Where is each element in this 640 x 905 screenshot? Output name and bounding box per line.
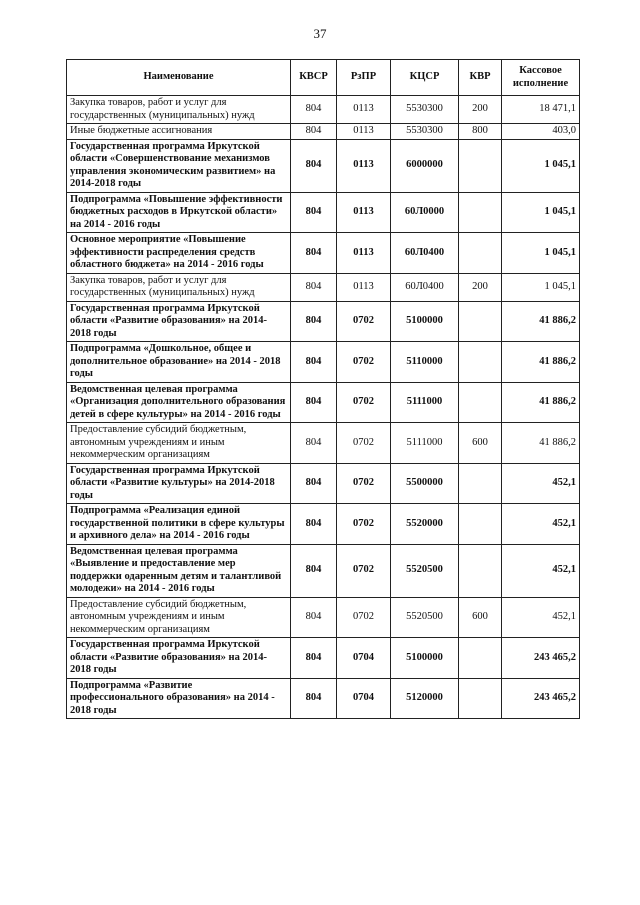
cell-kcsr: 5111000 xyxy=(391,382,459,423)
table-header-row xyxy=(67,60,580,96)
cell-kcsr: 60Л0400 xyxy=(391,273,459,301)
cell-kvsr: 804 xyxy=(291,273,337,301)
cell-kcsr: 60Л0400 xyxy=(391,233,459,274)
cell-cash-execution: 243 465,2 xyxy=(502,678,580,719)
header-name: Наименование xyxy=(67,60,291,96)
cell-kvr xyxy=(459,678,502,719)
cell-rzpr: 0702 xyxy=(337,382,391,423)
cell-kvsr: 804 xyxy=(291,96,337,124)
table-row xyxy=(67,233,580,274)
cell-name: Подпрограмма «Развитие профессионального образования» на 2014 - 2018 годы xyxy=(67,678,291,719)
cell-kvr xyxy=(459,544,502,597)
cell-name: Государственная программа Иркутской области «Совершенствование механизмов управления экономическим развитием» на 2014-2018 годы xyxy=(67,139,291,192)
table-row xyxy=(67,342,580,383)
cell-kvr xyxy=(459,504,502,545)
cell-rzpr: 0113 xyxy=(337,192,391,233)
cell-rzpr: 0702 xyxy=(337,504,391,545)
cell-cash-execution: 452,1 xyxy=(502,504,580,545)
cell-kcsr: 5520500 xyxy=(391,544,459,597)
cell-cash-execution: 452,1 xyxy=(502,463,580,504)
cell-kvr xyxy=(459,463,502,504)
cell-rzpr: 0704 xyxy=(337,678,391,719)
cell-kvr xyxy=(459,233,502,274)
cell-kcsr: 5520000 xyxy=(391,504,459,545)
table-row xyxy=(67,139,580,192)
cell-kcsr: 5110000 xyxy=(391,342,459,383)
cell-cash-execution: 452,1 xyxy=(502,544,580,597)
cell-rzpr: 0704 xyxy=(337,638,391,679)
cell-kvsr: 804 xyxy=(291,301,337,342)
cell-kvsr: 804 xyxy=(291,678,337,719)
cell-cash-execution: 1 045,1 xyxy=(502,233,580,274)
cell-kcsr: 5100000 xyxy=(391,638,459,679)
cell-rzpr: 0113 xyxy=(337,124,391,140)
cell-rzpr: 0702 xyxy=(337,544,391,597)
cell-kvsr: 804 xyxy=(291,638,337,679)
cell-cash-execution: 1 045,1 xyxy=(502,273,580,301)
cell-kcsr: 5500000 xyxy=(391,463,459,504)
table-row xyxy=(67,463,580,504)
cell-name: Государственная программа Иркутской области «Развитие образования» на 2014-2018 годы xyxy=(67,301,291,342)
cell-name: Ведомственная целевая программа «Выявление и предоставление мер поддержки одаренным детям и талантливой молодежи» на 2014 - 2016 годы xyxy=(67,544,291,597)
cell-cash-execution: 41 886,2 xyxy=(502,382,580,423)
cell-kcsr: 5120000 xyxy=(391,678,459,719)
cell-name: Государственная программа Иркутской области «Развитие образования» на 2014-2018 годы xyxy=(67,638,291,679)
header-rzpr: РзПР xyxy=(337,60,391,96)
header-sum-line2: исполнение xyxy=(512,77,569,89)
header-sum-line1: Кассовое xyxy=(519,65,562,76)
cell-cash-execution: 1 045,1 xyxy=(502,139,580,192)
cell-kcsr: 6000000 xyxy=(391,139,459,192)
cell-kvsr: 804 xyxy=(291,597,337,638)
table-row xyxy=(67,423,580,464)
cell-kvsr: 804 xyxy=(291,463,337,504)
header-kvr: КВР xyxy=(459,60,502,96)
cell-cash-execution: 1 045,1 xyxy=(502,192,580,233)
cell-kvsr: 804 xyxy=(291,124,337,140)
cell-cash-execution: 41 886,2 xyxy=(502,301,580,342)
cell-rzpr: 0702 xyxy=(337,342,391,383)
header-kvsr: КВСР xyxy=(291,60,337,96)
cell-name: Закупка товаров, работ и услуг для государственных (муниципальных) нужд xyxy=(67,273,291,301)
page-number: 37 xyxy=(313,26,327,41)
cell-kvr xyxy=(459,192,502,233)
budget-execution-table xyxy=(66,59,580,719)
cell-cash-execution: 403,0 xyxy=(502,124,580,140)
cell-cash-execution: 41 886,2 xyxy=(502,342,580,383)
cell-cash-execution: 18 471,1 xyxy=(502,96,580,124)
cell-kcsr: 5530300 xyxy=(391,124,459,140)
cell-kvr: 600 xyxy=(459,597,502,638)
cell-kvsr: 804 xyxy=(291,233,337,274)
cell-name: Предоставление субсидий бюджетным, автономным учреждениям и иным некоммерческим организациям xyxy=(67,597,291,638)
cell-kvr xyxy=(459,342,502,383)
cell-name: Основное мероприятие «Повышение эффективности распределения средств областного бюджета» на 2014 - 2016 годы xyxy=(67,233,291,274)
table-row xyxy=(67,597,580,638)
header-kcsr: КЦСР xyxy=(391,60,459,96)
cell-kcsr: 5100000 xyxy=(391,301,459,342)
cell-kvsr: 804 xyxy=(291,342,337,383)
cell-kvr: 200 xyxy=(459,96,502,124)
cell-name: Подпрограмма «Реализация единой государственной политики в сфере культуры и архивного дела» на 2014 - 2016 годы xyxy=(67,504,291,545)
cell-rzpr: 0113 xyxy=(337,273,391,301)
cell-name: Подпрограмма «Повышение эффективности бюджетных расходов в Иркутской области» на 2014 - 2016 годы xyxy=(67,192,291,233)
cell-name: Подпрограмма «Дошкольное, общее и дополнительное образование» на 2014 - 2018 годы xyxy=(67,342,291,383)
table-row xyxy=(67,504,580,545)
cell-rzpr: 0702 xyxy=(337,423,391,464)
cell-kvsr: 804 xyxy=(291,139,337,192)
cell-kvr: 600 xyxy=(459,423,502,464)
cell-name: Государственная программа Иркутской области «Развитие культуры» на 2014-2018 годы xyxy=(67,463,291,504)
cell-kcsr: 5530300 xyxy=(391,96,459,124)
cell-rzpr: 0113 xyxy=(337,139,391,192)
cell-name: Ведомственная целевая программа «Организация дополнительного образования детей в сфере культуры» на 2014 - 2016 годы xyxy=(67,382,291,423)
cell-cash-execution: 41 886,2 xyxy=(502,423,580,464)
table-row xyxy=(67,124,580,140)
cell-kcsr: 60Л0000 xyxy=(391,192,459,233)
cell-rzpr: 0113 xyxy=(337,233,391,274)
cell-kvsr: 804 xyxy=(291,192,337,233)
cell-kvsr: 804 xyxy=(291,504,337,545)
cell-kcsr: 5111000 xyxy=(391,423,459,464)
table-row xyxy=(67,96,580,124)
cell-kvsr: 804 xyxy=(291,423,337,464)
cell-cash-execution: 452,1 xyxy=(502,597,580,638)
table-row xyxy=(67,301,580,342)
cell-kvr xyxy=(459,301,502,342)
cell-kvr: 800 xyxy=(459,124,502,140)
cell-kvsr: 804 xyxy=(291,382,337,423)
cell-kvr xyxy=(459,638,502,679)
table-body xyxy=(67,96,580,719)
cell-kvr xyxy=(459,382,502,423)
cell-rzpr: 0702 xyxy=(337,301,391,342)
cell-name: Иные бюджетные ассигнования xyxy=(67,124,291,140)
table-row xyxy=(67,382,580,423)
cell-name: Предоставление субсидий бюджетным, автономным учреждениям и иным некоммерческим организациям xyxy=(67,423,291,464)
cell-rzpr: 0113 xyxy=(337,96,391,124)
cell-cash-execution: 243 465,2 xyxy=(502,638,580,679)
header-cash-execution xyxy=(502,60,580,96)
cell-kvr xyxy=(459,139,502,192)
cell-rzpr: 0702 xyxy=(337,597,391,638)
table-row xyxy=(67,192,580,233)
cell-kvr: 200 xyxy=(459,273,502,301)
cell-kcsr: 5520500 xyxy=(391,597,459,638)
cell-name: Закупка товаров, работ и услуг для государственных (муниципальных) нужд xyxy=(67,96,291,124)
cell-rzpr: 0702 xyxy=(337,463,391,504)
table-row xyxy=(67,273,580,301)
table-row xyxy=(67,678,580,719)
cell-kvsr: 804 xyxy=(291,544,337,597)
table-row xyxy=(67,638,580,679)
table-row xyxy=(67,544,580,597)
